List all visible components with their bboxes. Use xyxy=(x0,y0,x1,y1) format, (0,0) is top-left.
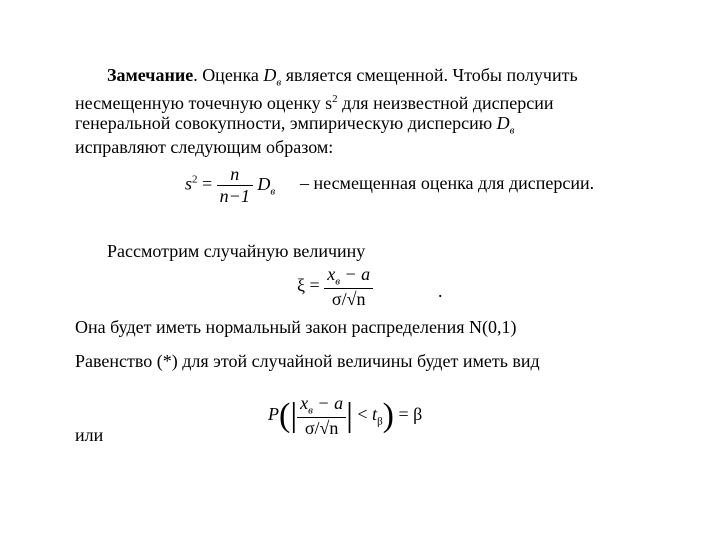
formula1-caption: – несмещенная оценка для дисперсии. xyxy=(300,173,595,193)
formula-xi: ξ = $\frac{x_в - a}{\sigma/√n}$ xyxy=(297,264,373,310)
or-text: или xyxy=(75,425,104,445)
formula2-dot: . xyxy=(438,281,443,301)
normal-law-text: Она будет иметь нормальный закон распределения N(0,1) xyxy=(75,317,517,337)
remark-label: Замечание xyxy=(107,65,194,85)
remark-line-1: Замечание. Оценка $D_в$ является смещенной. Чтобы получить xyxy=(107,65,578,89)
formula-probability: P(| $\frac{x_в - a}{\sigma/√n}$ | < $t_\beta) = \beta$ xyxy=(268,393,423,438)
equality-text: Равенство (*) для этой случайной величины будет иметь вид xyxy=(75,351,540,371)
fraction-abs-standardized: $\frac{x_в - a}{\sigma/√n}$ xyxy=(297,393,346,439)
remark-line-2: несмещенную точечную оценку $s^2$ для неизвестной дисперсии xyxy=(75,93,554,113)
fraction-n-over-n-minus-1: $\frac{n}{n-1}$ xyxy=(217,164,253,207)
consider-text: Рассмотрим случайную величину xyxy=(107,241,366,261)
remark-line-3: генеральной совокупности, эмпирическую дисперсию $D_в$ xyxy=(75,113,515,137)
formula-corrected-variance: $s^2$ = $\frac{n}{n-1}$ $D_в$ xyxy=(185,164,276,206)
fraction-standardized: $\frac{x_в - a}{\sigma/√n}$ xyxy=(324,264,373,310)
dispersion-symbol: $D_в$ xyxy=(263,65,282,89)
remark-line-4: исправляют следующим образом: xyxy=(75,137,334,157)
